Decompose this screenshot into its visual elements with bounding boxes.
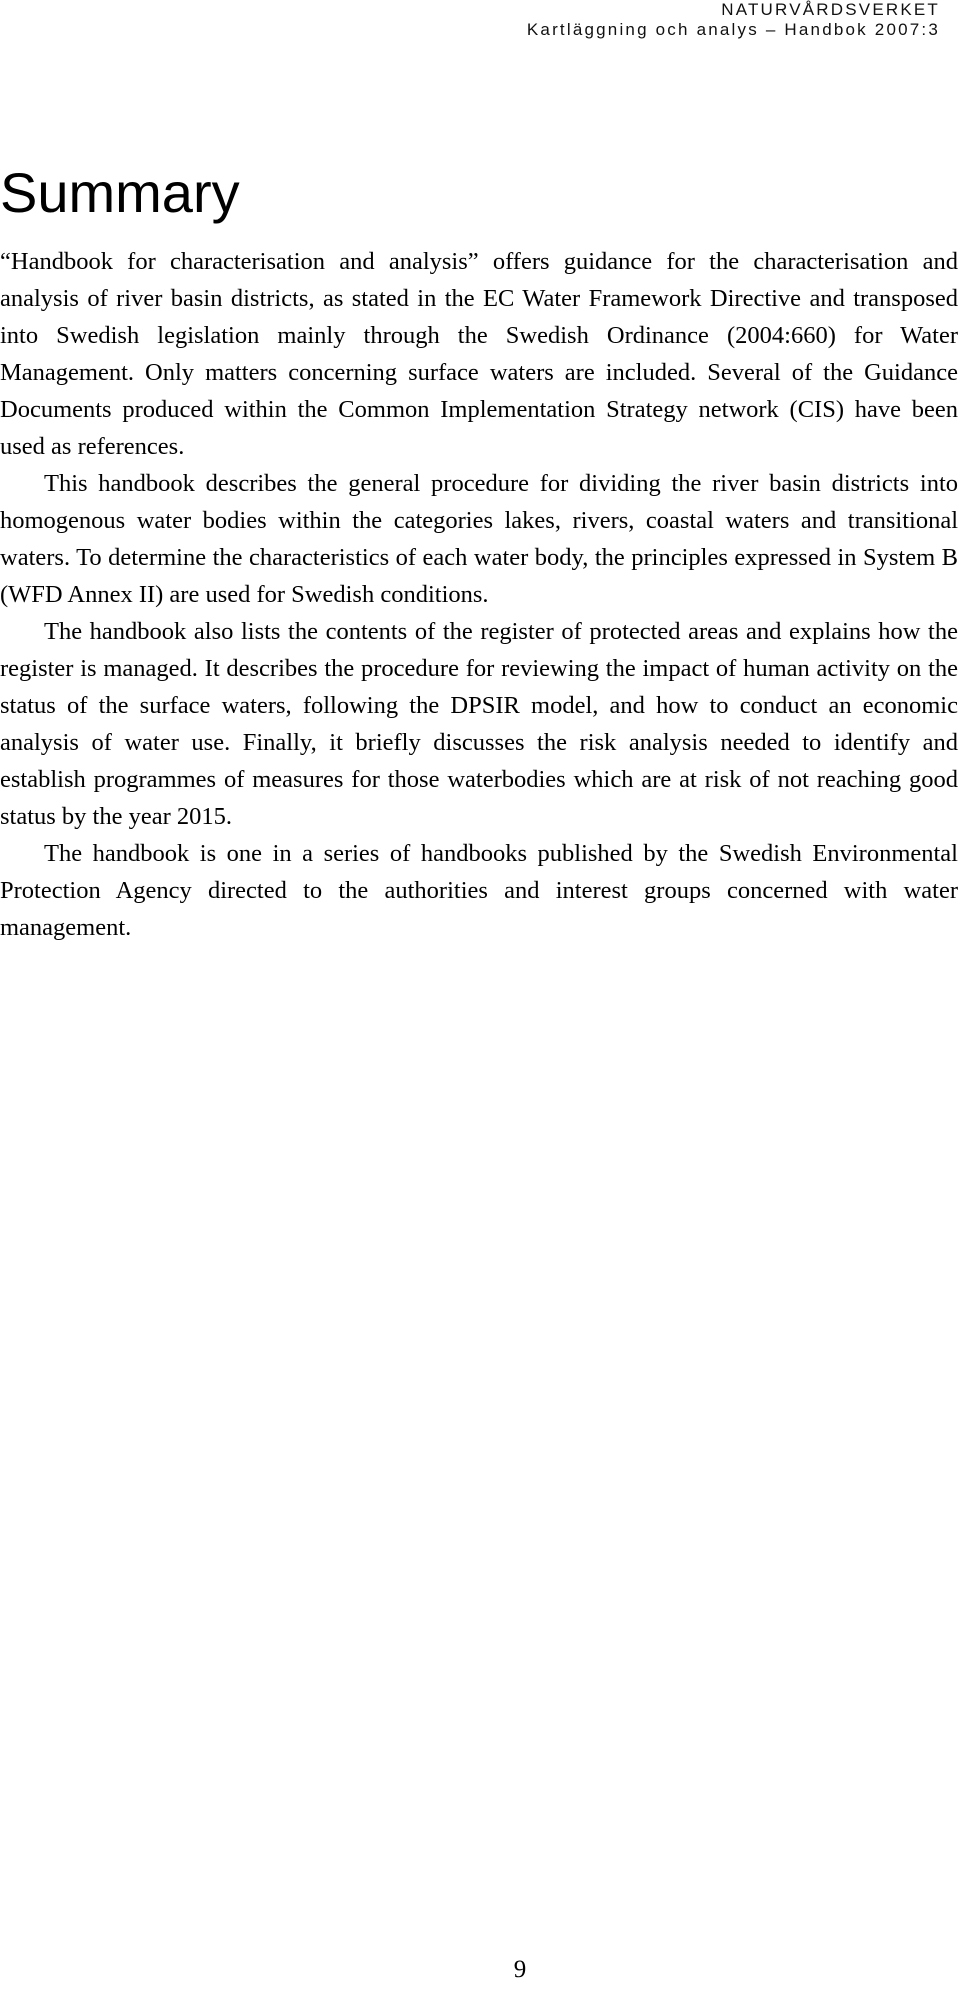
page-number: 9 — [513, 1956, 527, 1983]
publisher-name: NATURVÅRDSVERKET — [721, 0, 940, 19]
page-title: Summary — [0, 161, 240, 224]
summary-paragraph-4: The handbook is one in a series of handbooks published by the Swedish Environmental Protection Agency directed to the authorities and interest groups concerned with water management. — [0, 840, 958, 941]
summary-paragraph-2: This handbook describes the general procedure for dividing the river basin districts into homogenous water bodies within the categories lakes, rivers, coastal waters and transitional waters. To determine the characteristics of each water body, the principles expressed in System B (WFD Annex II) are used for Swedish conditions. — [0, 470, 958, 608]
summary-body — [0, 243, 958, 946]
series-title: Kartläggning och analys – Handbok 2007:3 — [526, 20, 940, 39]
summary-paragraph-1: “Handbook for characterisation and analysis” offers guidance for the characterisation and analysis of river basin districts, as stated in the EC Water Framework Directive and transposed into Swedish legislation mainly through the Swedish Ordinance (2004:660) for Water Management. Only matters concerning surface waters are included. Several of the Guidance Documents produced within the Common Implementation Strategy network (CIS) have been used as references. — [0, 248, 958, 460]
summary-paragraph-3: The handbook also lists the contents of the register of protected areas and explains how the register is managed. It describes the procedure for reviewing the impact of human activity on the status of the surface waters, following the DPSIR model, and how to conduct an economic analysis of water use. Finally, it briefly discusses the risk analysis needed to identify and establish programmes of measures for those waterbodies which are at risk of not reaching good status by the year 2015. — [0, 618, 958, 830]
running-header — [527, 0, 940, 40]
